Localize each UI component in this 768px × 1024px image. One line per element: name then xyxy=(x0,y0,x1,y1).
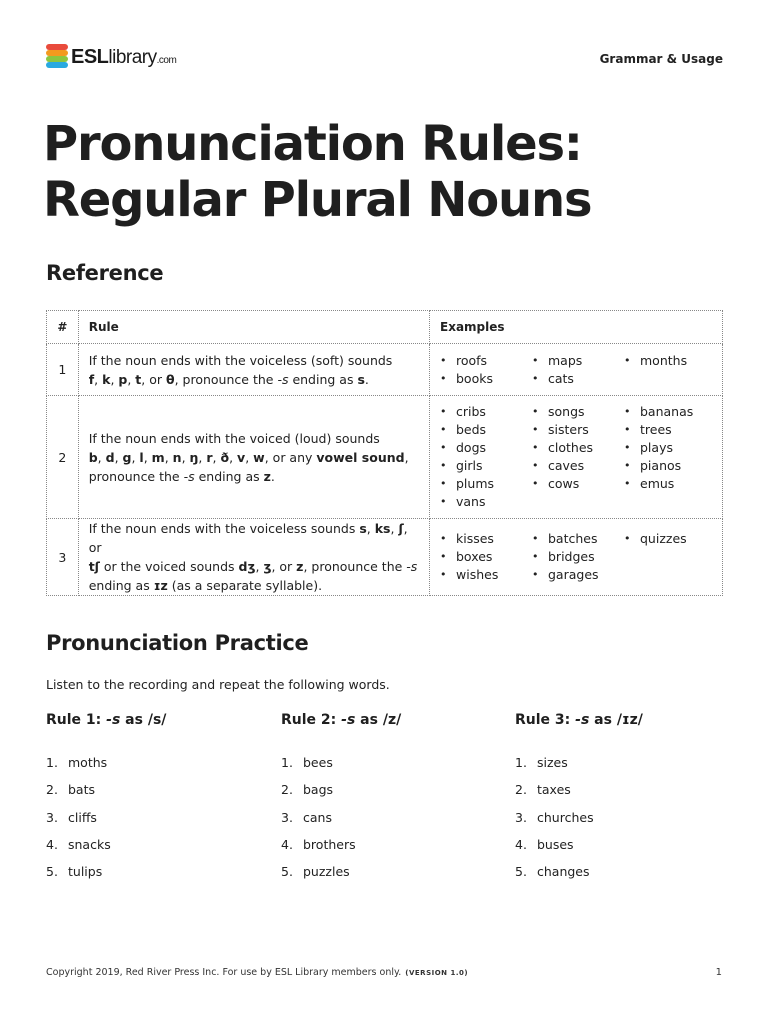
list-item: • garages xyxy=(530,566,622,584)
page-number: 1 xyxy=(715,967,722,978)
list-item: • plays xyxy=(622,439,714,457)
list-item: 1. bees xyxy=(281,755,333,770)
list-item: • caves xyxy=(530,457,622,475)
examples-column xyxy=(622,403,714,511)
practice-column-heading: Rule 3: -s as /ɪz/ xyxy=(515,712,643,728)
list-item: • girls xyxy=(438,457,530,475)
list-item: • boxes xyxy=(438,548,530,566)
examples-column xyxy=(530,403,622,511)
list-item: 3. cliffs xyxy=(46,809,97,825)
examples-cell xyxy=(430,519,723,596)
practice-column-heading: Rule 1: -s as /s/ xyxy=(46,712,167,728)
list-item: • books xyxy=(438,370,530,388)
list-item: • trees xyxy=(622,421,714,439)
list-item: • kisses xyxy=(438,530,530,548)
practice-column-heading: Rule 2: -s as /z/ xyxy=(281,712,402,728)
practice-column-rule-2 xyxy=(281,712,501,891)
list-item: 2. bags xyxy=(281,782,334,798)
table-row xyxy=(47,396,723,519)
examples-column xyxy=(438,530,530,584)
rule-number: 2 xyxy=(47,396,79,519)
table-header-row xyxy=(47,311,723,344)
list-item: • clothes xyxy=(530,439,622,457)
col-examples-header: Examples xyxy=(430,311,723,344)
rule-text: If the noun ends with the voiceless (soft) sounds f, k, p, t, or θ, pronounce the -s ending as s. xyxy=(78,344,429,396)
list-item: • months xyxy=(622,352,714,370)
rule-text: If the noun ends with the voiced (loud) sounds b, d, g, l, m, n, ŋ, r, ð, v, w, or any vowel sound, pronounce the -s ending as z. xyxy=(78,396,429,519)
list-item: • dogs xyxy=(438,439,530,457)
list-item: • cats xyxy=(530,370,622,388)
list-item: • bananas xyxy=(622,403,714,421)
examples-column xyxy=(530,530,622,584)
rule-number: 3 xyxy=(47,519,79,596)
list-item: 1. sizes xyxy=(515,755,568,770)
list-item: • bridges xyxy=(530,548,622,566)
list-item: • wishes xyxy=(438,566,530,584)
list-item: • plums xyxy=(438,475,530,493)
list-item: 3. cans xyxy=(281,809,332,825)
list-item: 4. buses xyxy=(515,836,574,852)
rule-number: 1 xyxy=(47,344,79,396)
list-item: 5. tulips xyxy=(46,864,103,880)
list-item: 5. changes xyxy=(515,864,590,880)
rule-text: If the noun ends with the voiceless sounds s, ks, ʃ, or tʃ or the voiced sounds dʒ, ʒ, or z, pronounce the -s ending as ɪz (as a separate syllable). xyxy=(78,519,429,596)
practice-column-rule-3 xyxy=(515,712,735,891)
category-label: Grammar & Usage xyxy=(599,52,723,66)
list-item: 5. puzzles xyxy=(281,864,350,880)
practice-column-rule-1 xyxy=(46,712,266,891)
list-item: • quizzes xyxy=(622,530,714,548)
list-item: • sisters xyxy=(530,421,622,439)
list-item: 1. moths xyxy=(46,755,108,770)
list-item: • pianos xyxy=(622,457,714,475)
list-item: • vans xyxy=(438,493,530,511)
list-item: • emus xyxy=(622,475,714,493)
reference-heading: Reference xyxy=(46,261,164,285)
examples-cell xyxy=(430,344,723,396)
list-item: • cows xyxy=(530,475,622,493)
table-row xyxy=(47,519,723,596)
col-num-header: # xyxy=(47,311,79,344)
reference-table xyxy=(46,310,723,596)
list-item: • maps xyxy=(530,352,622,370)
col-rule-header: Rule xyxy=(78,311,429,344)
examples-column xyxy=(438,352,530,388)
list-item: • cribs xyxy=(438,403,530,421)
table-row xyxy=(47,344,723,396)
copyright-footer: Copyright 2019, Red River Press Inc. For use by ESL Library members only. (VERSION 1.0) xyxy=(46,967,469,978)
practice-instructions: Listen to the recording and repeat the following words. xyxy=(46,677,390,692)
list-item: • beds xyxy=(438,421,530,439)
list-item: • batches xyxy=(530,530,622,548)
list-item: • roofs xyxy=(438,352,530,370)
examples-column xyxy=(530,352,622,388)
list-item: • songs xyxy=(530,403,622,421)
logo-stack-icon xyxy=(46,44,68,70)
esl-library-logo xyxy=(46,44,176,70)
list-item: 4. snacks xyxy=(46,836,111,852)
list-item: 4. brothers xyxy=(281,836,356,852)
list-item: 2. taxes xyxy=(515,782,571,798)
page-title: Pronunciation Rules: Regular Plural Nouns xyxy=(43,116,592,228)
examples-column xyxy=(622,530,714,584)
examples-cell xyxy=(430,396,723,519)
practice-heading: Pronunciation Practice xyxy=(46,631,309,655)
list-item: 3. churches xyxy=(515,809,594,825)
examples-column xyxy=(622,352,714,388)
logo-text: ESLlibrary.com xyxy=(71,45,177,68)
examples-column xyxy=(438,403,530,511)
list-item: 2. bats xyxy=(46,782,96,798)
